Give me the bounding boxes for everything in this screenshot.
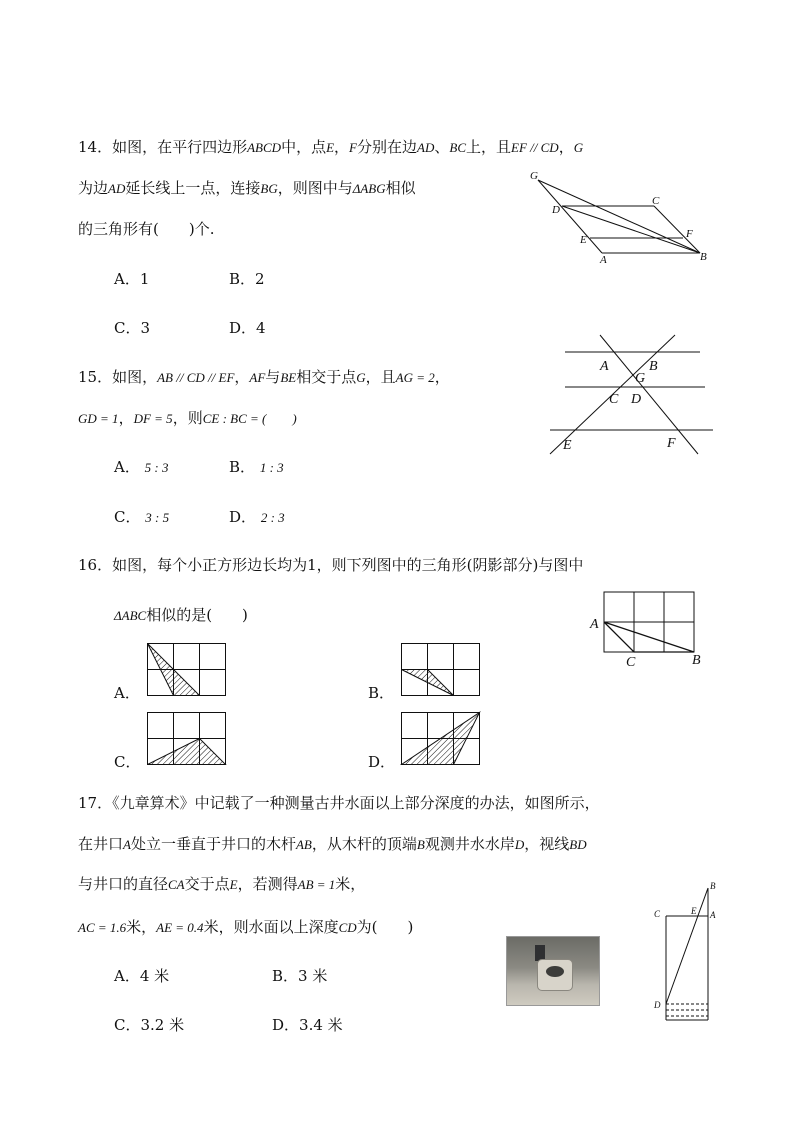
q15-label-c: C	[609, 392, 619, 407]
q14-number: 14．	[78, 138, 113, 156]
q14-label-b: B	[700, 251, 707, 263]
q17-option-c[interactable]: C．3.2 米	[114, 1016, 185, 1034]
q17-line3: 与井口的直径CA交于点E，若测得AB = 1米，	[78, 875, 366, 893]
q16-ref-label-a: A	[590, 617, 599, 632]
q14-line2: 为边AD延长线上一点，连接BG，则图中与ΔABG相似	[78, 179, 416, 197]
q15-line1: 15．如图，AB // CD // EF，AF与BE相交于点G，且AG = 2，	[78, 368, 450, 386]
q16-option-c[interactable]: C．	[114, 753, 141, 771]
q16-line2: ΔABC相似的是( )	[114, 606, 248, 624]
q17-label-c: C	[654, 909, 661, 919]
q16-ref-label-c: C	[626, 655, 636, 670]
q16-option-d-figure[interactable]	[401, 712, 481, 766]
q14-label-d: D	[552, 204, 560, 216]
q17-number: 17．	[78, 794, 113, 812]
q17-label-e: E	[691, 906, 697, 916]
q17-line2: 在井口A处立一垂直于井口的木杆AB，从木杆的顶端B观测井水水岸D，视线BD	[78, 835, 587, 853]
q14-option-b[interactable]: B．2	[229, 270, 265, 288]
q17-well-figure	[650, 880, 725, 1025]
q17-option-d[interactable]: D．3.4 米	[272, 1016, 343, 1034]
q15-label-e: E	[563, 438, 572, 453]
q15-label-d: D	[631, 392, 642, 407]
q15-option-c[interactable]: C． 3 : 5	[114, 508, 170, 526]
q15-label-g: G	[635, 371, 646, 386]
q15-number: 15．	[78, 368, 113, 386]
q16-option-b-figure[interactable]	[401, 643, 481, 697]
q15-label-f: F	[667, 436, 676, 451]
q16-reference-figure	[588, 590, 703, 670]
q14-line3: 的三角形有( )个.	[78, 220, 215, 238]
q17-line4: AC = 1.6米，AE = 0.4米，则水面以上深度CD为( )	[78, 918, 414, 936]
q14-option-d[interactable]: D．4	[229, 319, 266, 337]
q17-option-b[interactable]: B．3 米	[272, 967, 328, 985]
q17-label-b: B	[710, 881, 716, 891]
q15-label-a: A	[600, 359, 609, 374]
q14-label-c: C	[652, 195, 660, 207]
q15-option-a[interactable]: A． 5 : 3	[114, 458, 169, 476]
q16-ref-triangle-abc	[604, 622, 694, 652]
q15-option-b[interactable]: B． 1 : 3	[229, 458, 284, 476]
q16-line1: 16．如图，每个小正方形边长均为1，则下列图中的三角形(阴影部分)与图中	[78, 556, 584, 574]
q16-option-c-shaded-triangle	[148, 739, 226, 765]
ancient-well-photo	[506, 936, 600, 1006]
q14-figure	[520, 165, 720, 265]
q14-label-a: A	[600, 254, 607, 266]
q14-label-g: G	[530, 170, 538, 182]
q14-line-cb	[654, 206, 700, 253]
q14-option-c[interactable]: C．3	[114, 319, 151, 337]
q17-line-bd	[666, 888, 708, 1004]
q16-ref-label-b: B	[692, 653, 701, 668]
q14-label-e: E	[580, 234, 587, 246]
q14-line-gb	[538, 180, 700, 253]
q14-label-f: F	[686, 228, 693, 240]
q17-option-a[interactable]: A．4 米	[114, 967, 170, 985]
q17-line1: 17．《九章算术》中记载了一种测量古井水面以上部分深度的办法，如图所示，	[78, 794, 600, 812]
q15-option-d[interactable]: D． 2 : 3	[229, 508, 285, 526]
q15-line2: GD = 1，DF = 5，则CE : BC = ( )	[78, 409, 297, 427]
q17-label-a: A	[710, 910, 716, 920]
q16-option-a[interactable]: A．	[114, 684, 140, 702]
q16-option-c-figure[interactable]	[147, 712, 227, 766]
q16-option-b[interactable]: B．	[368, 684, 395, 702]
q14-option-a[interactable]: A．1	[114, 270, 150, 288]
q16-number: 16．	[78, 556, 113, 574]
q16-option-a-figure[interactable]	[147, 643, 227, 697]
q16-option-d[interactable]: D．	[368, 753, 396, 771]
q17-label-d: D	[654, 1000, 661, 1010]
q15-figure	[545, 330, 720, 460]
q15-label-b: B	[649, 359, 658, 374]
q14-line1: 14．如图，在平行四边形ABCD中，点E，F分别在边AD、BC上，且EF // CD，G	[78, 138, 584, 156]
